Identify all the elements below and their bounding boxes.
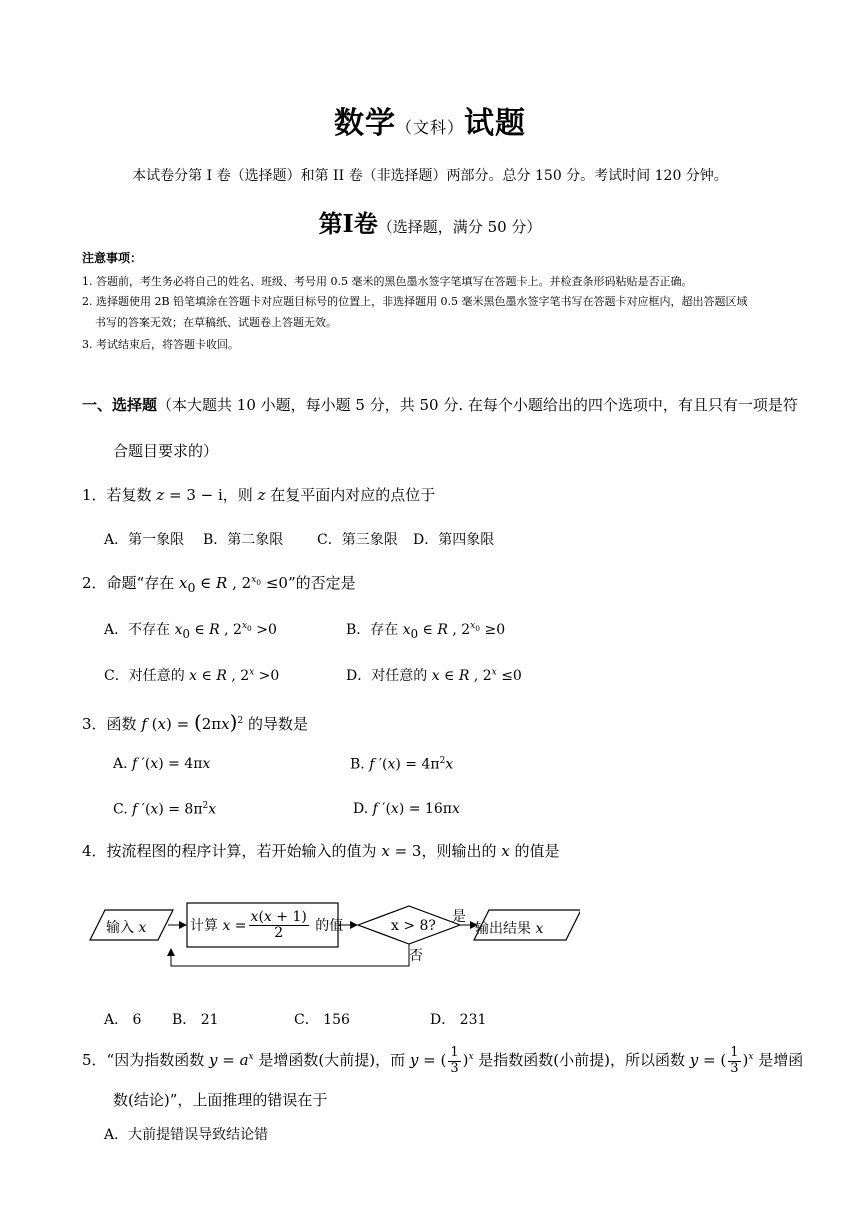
flow-input-label: 输入 x — [106, 920, 147, 936]
q3-option-c: C. f $'(x) = 8\pi^2x$ — [113, 801, 217, 818]
q4-option-b: B． 21 — [172, 1012, 219, 1028]
q4-option-c: C． 156 — [294, 1012, 350, 1028]
part-label: 第Ⅰ卷 — [318, 209, 378, 238]
q5-text-3: 是指数函数(小前提)，所以函数 — [473, 1051, 690, 1069]
q2-option-d: D．对任意的 x ∈ R , $2^x \le 0$ — [346, 667, 522, 684]
q3-option-a: A. f ′(x) = 4πx — [113, 756, 211, 772]
question-1: 1．若复数 z = 3 − i，则 z 在复平面内对应的点位于 — [82, 486, 436, 504]
q4-text: 按流程图的程序计算，若开始输入的值为 — [106, 842, 382, 860]
q1-option-b: B．第二象限 — [203, 532, 284, 548]
q4-text-mid: ，则输出的 — [421, 842, 502, 860]
title-suffix: 试题 — [464, 106, 526, 141]
notice-item-2-cont: 书写的答案无效；在草稿纸、试题卷上答题无效。 — [95, 316, 337, 329]
q1-text: 若复数 — [106, 486, 157, 504]
section-desc: （本大题共 10 小题，每小题 5 分，共 50 分. 在每个小题给出的四个选项中，有且只有一项是符 — [157, 396, 798, 414]
section-heading — [82, 394, 798, 415]
q2-text-end: ”的否定是 — [287, 574, 356, 592]
flow-output-label: 输出结果 x — [475, 921, 544, 937]
q1-text-end: 在复平面内对应的点位于 — [265, 486, 436, 504]
title-subject: （文科） — [395, 118, 464, 137]
section-label: 一、选择题 — [82, 396, 158, 414]
notice-item-3: 3. 考试结束后，将答题卡收回。 — [82, 338, 239, 351]
flow-condition-label: x > 8? — [391, 918, 436, 934]
q1-text-mid: ，则 — [222, 486, 258, 504]
q4-text-end: 的值是 — [509, 842, 560, 860]
question-5: 5．“因为指数函数 $y = a^x$ 是增函数(大前提)，而 y = ( $\frac{1}{3}$ )$^x$ 是指数函数(小前提)，所以函数 y = ( $\frac{1}{3}$ )$^x$ 是增函 — [82, 1045, 804, 1076]
q2-option-c: C．对任意的 x ∈ R , $2^x >0$ — [104, 667, 280, 684]
q2-number: 2． — [82, 574, 107, 592]
question-2: 2．命题“存在 $x_0$ ∈ R , $2^{x_0} \le 0$”的否定是 — [82, 574, 356, 595]
flow-no-label: 否 — [409, 948, 423, 964]
flow-calc-label: 计算 x = $\frac{x(x + 1)}{2}$ 的值 — [190, 909, 344, 942]
q1-option-d: D．第四象限 — [413, 532, 495, 548]
title-main: 数学 — [333, 106, 396, 141]
q2-option-b: B．存在 $x_0$ ∈ R , $2^{x_0} \ge 0$ — [346, 621, 506, 641]
q5-text-line2: 数(结论)”，上面推理的错误在于 — [113, 1091, 328, 1109]
q5-text-4: 是增函 — [753, 1051, 804, 1069]
part-subtitle: （选择题，满分 50 分） — [377, 218, 542, 236]
question-4: 4．按流程图的程序计算，若开始输入的值为 x = 3，则输出的 x 的值是 — [82, 842, 560, 860]
q4-option-d: D． 231 — [430, 1012, 487, 1028]
q3-text: 函数 — [106, 715, 142, 733]
q5-number: 5． — [82, 1051, 107, 1069]
q1-formula: z — [156, 486, 165, 504]
section-desc-cont: 合题目要求的） — [113, 442, 219, 460]
flow-yes-label: 是 — [452, 909, 466, 925]
q5-option-a: A．大前提错误导致结论错 — [104, 1127, 269, 1143]
page-title — [0, 98, 860, 142]
question-3: 3．函数 f $(x) = (2\pi x)^2$ 的导数是 — [82, 710, 308, 734]
intro-text: 本试卷分第 I 卷（选择题）和第 II 卷（非选择题）两部分。总分 150 分。考试时间 120 分钟。 — [132, 168, 728, 184]
part-title — [0, 204, 860, 239]
q3-number: 3． — [82, 715, 107, 733]
q1-option-c: C．第三象限 — [317, 532, 398, 548]
q4-option-a: A． 6 — [104, 1012, 142, 1028]
q4-number: 4． — [82, 842, 107, 860]
notice-item-1: 1. 答题前，考生务必将自己的姓名、班级、考号用 0.5 毫米的黑色墨水签字笔填写在答题卡上。并检查条形码粘贴是否正确。 — [82, 275, 693, 288]
notice-item-2: 2. 选择题使用 2B 铅笔填涂在答题卡对应题目标号的位置上，非选择题用 0.5 毫米黑色墨水签字笔书写在答题卡对应框内，超出答题区域 — [82, 295, 748, 308]
q2-text: 命题“存在 — [106, 574, 179, 592]
q5-text-2: 是增函数(大前提)，而 — [253, 1051, 410, 1069]
q5-text-1: “因为指数函数 — [106, 1051, 209, 1069]
q2-option-a: A．不存在 $x_0$ ∈ R , $2^{x_0} >0$ — [104, 621, 277, 641]
q3-option-d: D. f ′(x) = 16πx — [353, 801, 460, 817]
notice-heading: 注意事项： — [82, 251, 143, 265]
q3-option-b: B. f $'(x) = 4\pi^2x$ — [350, 756, 454, 773]
q1-option-a: A．第一象限 — [104, 532, 185, 548]
q3-text-end: 的导数是 — [243, 715, 308, 733]
q1-number: 1． — [82, 486, 107, 504]
